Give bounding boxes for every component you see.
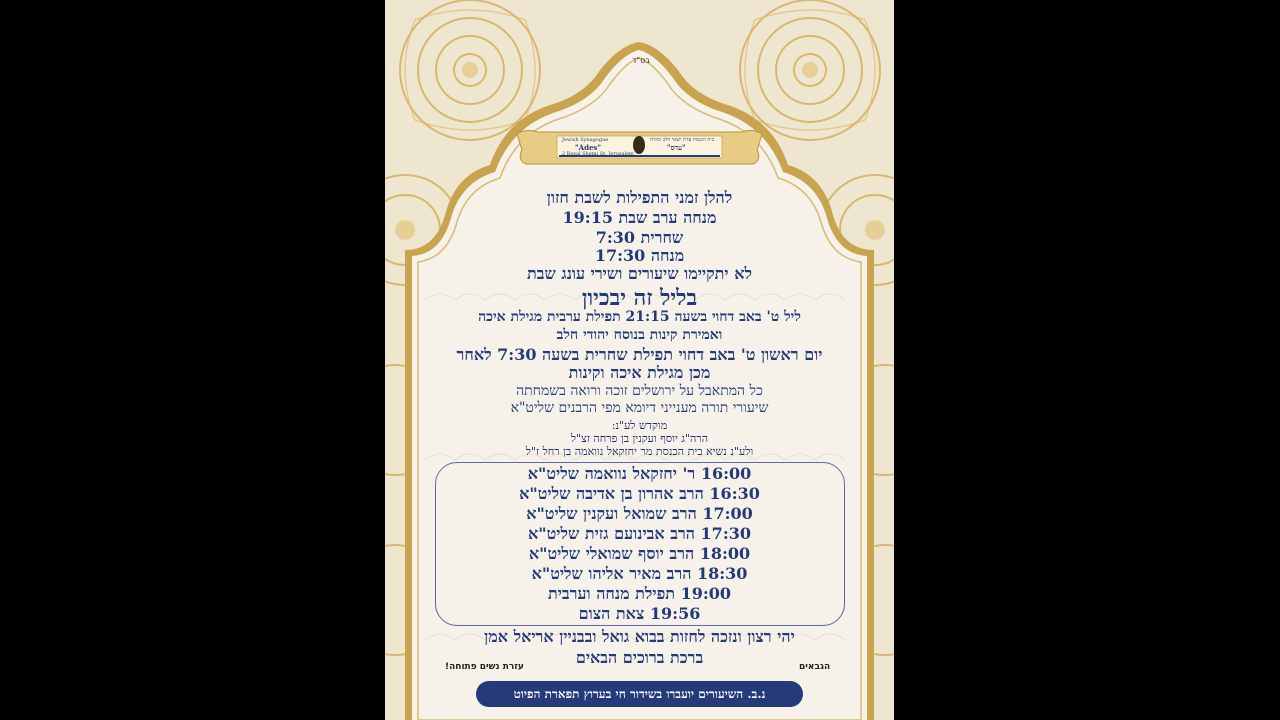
day-line: יום ראשון ט' באב דחוי תפילת שחרית בשעה 7:30 לאחר — [456, 345, 823, 364]
synagogue-banner — [517, 126, 762, 168]
main-line: לא יתקיימו שיעורים ושירי עונג שבת — [527, 264, 752, 283]
dedication-line: הרה"ג יוסף ועקנין בן פרחה זצ"ל — [570, 432, 709, 445]
night-line: ליל ט' באב דחוי בשעה 21:15 תפילת ערבית מגילת איכה — [478, 309, 801, 325]
bsd-mark: בס"ד — [632, 56, 650, 65]
day-line: מכן מגילת איכה וקינות — [568, 363, 711, 382]
schedule-item: 19:00 תפילת מנחה וערבית — [547, 584, 732, 603]
vase-icon — [633, 136, 645, 154]
poster — [385, 0, 894, 720]
schedule-item: 19:56 צאת הצום — [578, 604, 701, 623]
banner-he-1: בית הכנסת עדת יוצאי חלב ומזרח — [650, 137, 715, 143]
schedule-item: 17:30 הרב אבינועם גזית שליט"א — [528, 524, 751, 543]
main-line: מנחה ערב שבת 19:15 — [562, 208, 717, 227]
banner-en-2: "Ades" — [575, 143, 602, 152]
banner-en-3: 2 Bezal Shemi St. Jerusalem — [562, 151, 634, 157]
closing-line: יהי רצון ונזכה לחזות בבוא גואל ובבניין אריאל אמן — [484, 627, 795, 646]
info-line: כל המתאבל על ירושלים זוכה ורואה בשמחתה — [516, 383, 763, 399]
main-line: להלן זמני התפילות לשבת חזון — [546, 188, 733, 207]
dedication-line: ולע"נ נשיא בית הכנסת מר יחזקאל נוואמה בן רחל ז"ל — [525, 445, 754, 458]
schedule-item: 16:30 הרב אהרון בן אדיבה שליט"א — [519, 484, 760, 503]
live-broadcast-note: נ.ב. השיעורים יועברו בשידור חי בערוץ תפארת הפיוט — [476, 681, 803, 707]
schedule-item: 17:00 הרב שמואל ועקנין שליט"א — [526, 504, 753, 523]
banner-he-2: "עדס" — [667, 143, 686, 152]
schedule-item: 18:00 הרב יוסף שמואלי שליט"א — [528, 544, 751, 563]
schedule-item: 16:00 ר' יחזקאל נוואמה שליט"א — [527, 464, 752, 483]
schedule-item: 18:30 הרב מאיר אליהו שליט"א — [531, 564, 748, 583]
closing-line: ברכת ברוכים הבאים — [575, 648, 704, 667]
main-line: מנחה 17:30 — [594, 246, 685, 265]
night-line: ואמירת קינות בנוסח יהודי חלב — [556, 327, 723, 343]
info-line: שיעורי תורה מענייני דיומא מפי הרבנים שליט"א — [510, 400, 769, 416]
gabbaim-signature: הגבאים — [799, 662, 831, 672]
women-section-note: עזרת נשים פתוחה! — [445, 662, 524, 672]
scroll-banner-graphic — [517, 126, 762, 168]
dedication-title: מוקדש לע"נ: — [611, 419, 668, 432]
banner-en-1: Jewish Synagogue — [562, 137, 609, 143]
headline: בליל זה יבכיון — [581, 285, 698, 311]
main-line: שחרית 7:30 — [595, 228, 684, 247]
